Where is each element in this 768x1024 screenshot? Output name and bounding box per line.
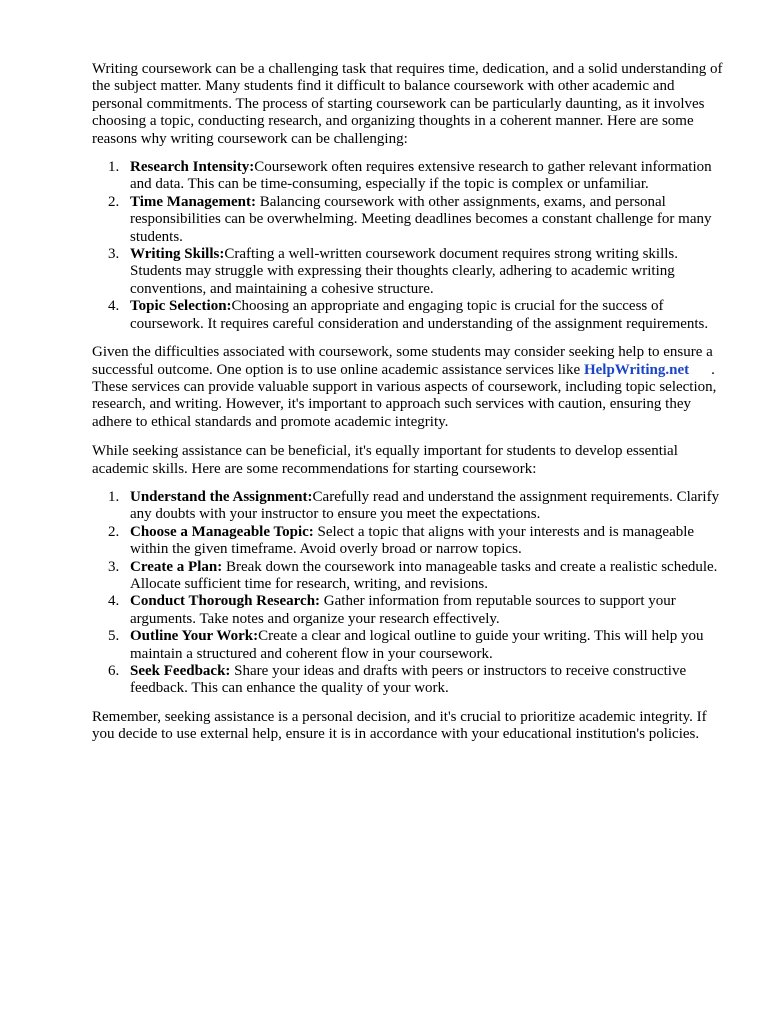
list-item [92, 628, 728, 663]
list-item [92, 524, 728, 559]
list-item [92, 559, 728, 594]
list-text: Share your ideas and drafts with peers or instructors to receive constructive feedback. This can enhance the quality of your work. [130, 663, 687, 697]
list-text: Gather information from reputable sources to support your arguments. Take notes and organize your research effectively. [130, 593, 676, 627]
help-paragraph [92, 344, 728, 431]
list-number: 4. [108, 593, 120, 610]
document-body [92, 61, 728, 744]
list-term: Choose a Manageable Topic: [130, 523, 314, 540]
list-term: Writing Skills: [130, 246, 225, 263]
list-number: 5. [108, 628, 120, 645]
list-number: 6. [108, 663, 120, 679]
list-item [92, 159, 728, 194]
list-number: 1. [108, 488, 120, 505]
list-term: Time Management: [130, 193, 256, 210]
list-text: Coursework often requires extensive research to gather relevant information and data. This can be time-consuming, especially if the topic is complex or unfamiliar. [130, 159, 712, 193]
list-number: 3. [108, 558, 120, 575]
challenges-list [92, 159, 728, 333]
list-number: 2. [108, 523, 120, 540]
list-term: Understand the Assignment: [130, 488, 313, 505]
list-item [92, 663, 728, 698]
list-text: Create a clear and logical outline to guide your writing. This will help you maintain a structured and coherent flow in your coursework. [130, 628, 704, 662]
list-item [92, 298, 728, 333]
help-text-before: Given the difficulties associated with coursework, some students may consider seeking help to ensure a successful outcome. One option is to use online academic assistance services like [92, 344, 713, 378]
intro-paragraph: Writing coursework can be a challenging task that requires time, dedication, and a solid understanding of the subject matter. Many students find it difficult to balance coursework with other academic and personal commitments. The process of starting coursework can be particularly daunting, as it involves choosing a topic, conducting research, and organizing thoughts in a coherent manner. Here are some reasons why writing coursework can be challenging: [92, 61, 723, 147]
list-number: 2. [108, 193, 120, 210]
list-text: Break down the coursework into manageable tasks and create a realistic schedule. Allocate sufficient time for research, writing, and revisions. [130, 558, 718, 592]
list-number: 3. [108, 246, 120, 263]
list-item [92, 194, 728, 246]
helpwriting-link[interactable]: HelpWriting.net [583, 361, 690, 378]
list-term: Topic Selection: [130, 298, 232, 315]
help-text-after: . These services can provide valuable support in various aspects of coursework, including topic selection, research, and writing. However, it's important to approach such services with caution, ensuring they adhere to ethical standards and promote academic integrity. [92, 361, 717, 430]
list-term: Outline Your Work: [130, 628, 259, 645]
list-term: Research Intensity: [130, 159, 255, 176]
closing-paragraph: Remember, seeking assistance is a personal decision, and it's crucial to prioritize academic integrity. If you decide to use external help, ensure it is in accordance with your educational institution's policies. [92, 708, 707, 743]
skills-intro-paragraph: While seeking assistance can be beneficial, it's equally important for students to develop essential academic skills. Here are some recommendations for starting coursework: [92, 443, 678, 477]
list-item [92, 489, 728, 524]
recommendations-list [92, 489, 728, 698]
list-text: Select a topic that aligns with your interests and is manageable within the given timeframe. Avoid overly broad or narrow topics. [130, 523, 695, 558]
list-text: Crafting a well-written coursework document requires strong writing skills. Students may struggle with expressing their thoughts clearly, adhering to academic writing conventions, and maintaining a cohesive structure. [130, 246, 678, 297]
list-item [92, 246, 728, 298]
list-term: Seek Feedback: [130, 663, 231, 679]
list-text: Balancing coursework with other assignments, exams, and personal responsibilities can be overwhelming. Meeting deadlines becomes a constant challenge for many students. [130, 193, 712, 245]
list-term: Create a Plan: [130, 558, 223, 575]
list-number: 1. [108, 159, 120, 176]
list-item [92, 593, 728, 628]
list-term: Conduct Thorough Research: [130, 593, 321, 610]
list-text: Choosing an appropriate and engaging topic is crucial for the success of coursework. It requires careful consideration and understanding of the assignment requirements. [130, 298, 709, 332]
list-text: Carefully read and understand the assignment requirements. Clarify any doubts with your instructor to ensure you meet the expectations. [130, 488, 720, 523]
list-number: 4. [108, 298, 120, 315]
